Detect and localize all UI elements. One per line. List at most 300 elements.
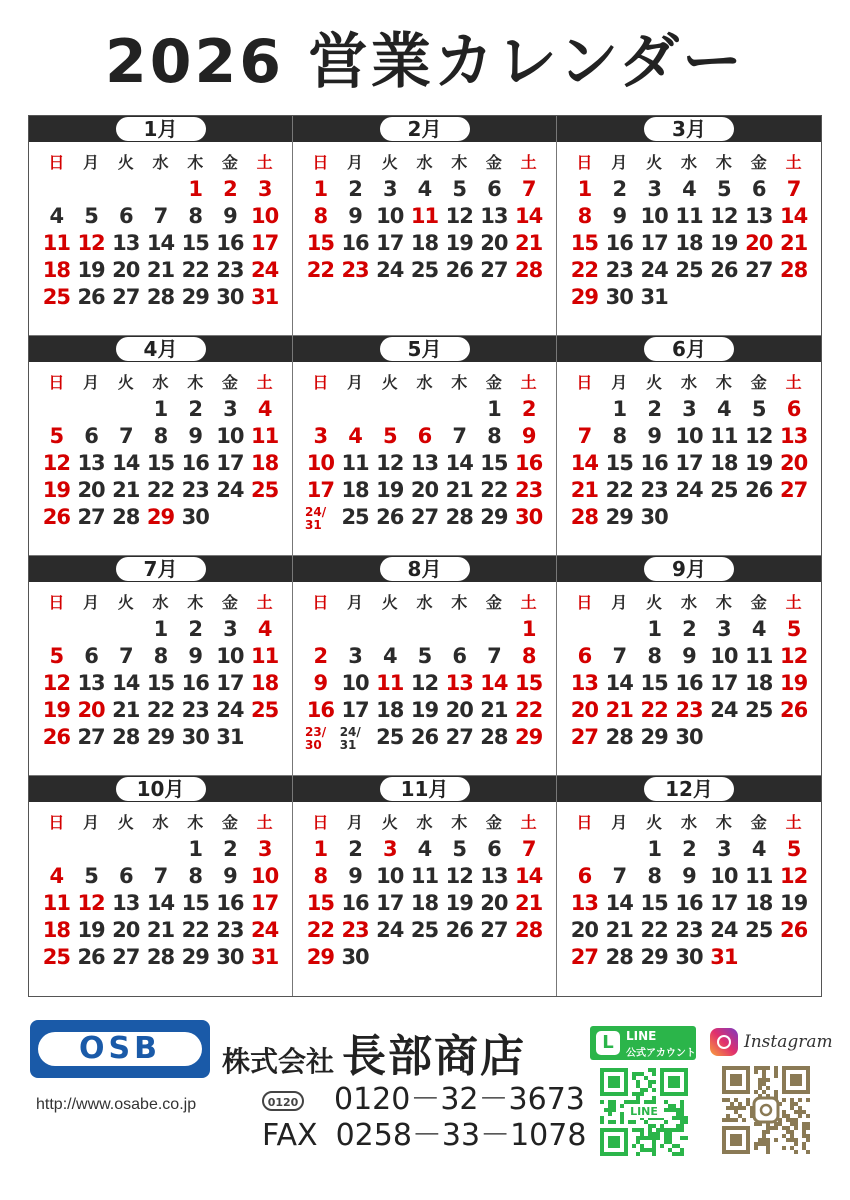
day-cell: 6	[577, 864, 592, 888]
day-cell: 23	[341, 258, 369, 282]
day-cell: 28	[605, 725, 633, 749]
month-block	[557, 776, 821, 996]
day-grid	[293, 802, 556, 971]
day-cell: 10	[376, 864, 404, 888]
day-cell: 5	[417, 644, 432, 668]
day-cell: 17	[306, 478, 334, 502]
day-cell: 31	[251, 945, 279, 969]
day-cell: 19	[42, 478, 70, 502]
osb-logo-text: OSB	[38, 1032, 202, 1066]
weekday-label: 日	[576, 153, 593, 172]
merged-day-cell	[338, 724, 373, 753]
day-cell: 27	[112, 285, 140, 309]
day-cell: 11	[410, 864, 439, 888]
day-cell: 25	[251, 698, 279, 722]
empty-day	[74, 836, 109, 863]
empty-day	[108, 396, 143, 423]
day-cell: 13	[410, 451, 439, 475]
day-cell: 20	[779, 451, 808, 475]
day-cell: 19	[745, 451, 773, 475]
day-cell: 21	[112, 478, 140, 502]
empty-day	[303, 396, 338, 423]
month-label: 10月	[116, 777, 206, 801]
empty-day	[39, 616, 74, 643]
day-cell: 9	[188, 644, 203, 668]
day-cell: 9	[682, 864, 696, 888]
day-cell: 29	[480, 505, 508, 529]
day-cell: 12	[710, 204, 738, 228]
day-cell: 9	[348, 864, 362, 888]
day-cell: 2	[521, 397, 536, 421]
day-cell: 29	[570, 285, 599, 309]
day-cell: 21	[146, 258, 175, 282]
month-label: 8月	[380, 557, 470, 581]
empty-day	[372, 396, 407, 423]
day-grid	[557, 802, 821, 971]
day-cell: 8	[647, 864, 661, 888]
day-cell: 26	[710, 258, 738, 282]
day-cell: 18	[341, 478, 369, 502]
day-cell: 1	[521, 617, 536, 641]
day-cell: 6	[487, 177, 501, 201]
day-grid	[293, 142, 556, 284]
weekday-label: 日	[48, 373, 65, 392]
month-block	[29, 776, 293, 996]
month-block	[29, 116, 293, 336]
weekday-label: 日	[576, 593, 593, 612]
weekday-label: 木	[715, 153, 732, 172]
empty-day	[303, 616, 338, 643]
day-cell: 16	[216, 231, 244, 255]
day-cell: 22	[306, 258, 334, 282]
weekday-label: 火	[381, 153, 398, 172]
osb-logo	[30, 1020, 210, 1078]
month-header	[557, 556, 821, 582]
day-cell: 29	[181, 285, 209, 309]
day-cell: 11	[710, 424, 738, 448]
weekday-label: 火	[381, 593, 398, 612]
day-cell: 9	[682, 644, 696, 668]
day-cell: 1	[153, 397, 168, 421]
weekday-label: 土	[785, 593, 802, 612]
day-cell: 8	[313, 864, 328, 888]
day-cell: 11	[745, 864, 773, 888]
day-cell: 23	[181, 478, 209, 502]
day-cell: 6	[84, 644, 98, 668]
weekday-label: 水	[152, 373, 169, 392]
day-cell: 21	[146, 918, 175, 942]
weekday-label: 土	[256, 373, 273, 392]
day-cell: 19	[445, 231, 473, 255]
weekday-label: 月	[83, 373, 100, 392]
day-cell: 17	[251, 891, 279, 915]
weekday-label: 水	[680, 593, 697, 612]
month-header	[293, 776, 556, 802]
day-cell: 28	[515, 918, 543, 942]
day-cell: 28	[605, 945, 633, 969]
weekday-label: 木	[451, 153, 468, 172]
weekday-label: 木	[715, 593, 732, 612]
day-cell: 6	[118, 864, 133, 888]
day-cell: 15	[640, 891, 668, 915]
weekday-label: 金	[750, 373, 767, 392]
day-cell: 7	[118, 424, 133, 448]
weekday-label: 月	[347, 153, 364, 172]
weekday-label: 金	[750, 813, 767, 832]
day-cell: 17	[251, 231, 279, 255]
day-cell: 26	[410, 725, 439, 749]
day-cell: 21	[445, 478, 473, 502]
day-cell: 5	[49, 644, 64, 668]
day-cell: 15	[146, 671, 175, 695]
weekday-label: 火	[646, 373, 663, 392]
day-cell: 2	[348, 177, 362, 201]
day-cell: 9	[223, 204, 237, 228]
day-cell: 25	[42, 945, 70, 969]
day-cell: 14	[146, 231, 175, 255]
day-cell: 20	[112, 258, 140, 282]
day-cell: 3	[682, 397, 696, 421]
day-cell: 28	[146, 945, 175, 969]
day-cell: 10	[640, 204, 668, 228]
empty-day	[372, 616, 407, 643]
day-cell: 20	[112, 918, 140, 942]
empty-day	[567, 396, 602, 423]
day-cell: 1	[313, 837, 328, 861]
day-cell: 10	[216, 644, 244, 668]
day-cell: 3	[257, 837, 272, 861]
day-cell: 22	[306, 918, 334, 942]
line-qr-code-icon[interactable]	[600, 1068, 688, 1156]
day-cell: 11	[42, 891, 70, 915]
day-cell: 11	[251, 644, 279, 668]
day-cell: 1	[313, 177, 328, 201]
day-cell: 12	[410, 671, 439, 695]
day-grid	[557, 142, 821, 311]
day-cell: 10	[306, 451, 334, 475]
weekday-label: 月	[611, 373, 628, 392]
month-block	[293, 776, 557, 996]
day-cell: 6	[487, 837, 501, 861]
day-cell: 8	[612, 424, 627, 448]
day-cell: 14	[779, 204, 808, 228]
day-cell: 2	[348, 837, 362, 861]
day-cell: 9	[348, 204, 362, 228]
day-cell: 2	[682, 837, 696, 861]
day-cell: 30	[181, 505, 209, 529]
day-cell: 5	[84, 204, 98, 228]
day-cell: 10	[251, 204, 279, 228]
day-cell: 10	[710, 644, 738, 668]
day-cell: 18	[251, 671, 279, 695]
day-cell: 4	[49, 864, 64, 888]
day-cell: 3	[223, 397, 237, 421]
day-cell: 19	[42, 698, 70, 722]
weekday-label: 金	[485, 593, 502, 612]
day-cell: 20	[445, 698, 473, 722]
day-cell: 27	[445, 725, 473, 749]
empty-day	[74, 396, 109, 423]
day-cell: 7	[487, 644, 501, 668]
day-cell: 5	[49, 424, 64, 448]
day-cell: 19	[77, 918, 105, 942]
empty-day	[338, 396, 373, 423]
day-cell: 30	[515, 505, 543, 529]
day-cell: 7	[153, 204, 168, 228]
day-cell: 23	[640, 478, 668, 502]
day-cell: 27	[779, 478, 808, 502]
day-cell: 14	[515, 864, 543, 888]
weekday-label: 火	[117, 373, 134, 392]
instagram-qr-code-icon[interactable]	[722, 1066, 810, 1154]
day-cell: 8	[487, 424, 501, 448]
fax-row	[262, 1118, 586, 1154]
day-cell: 3	[223, 617, 237, 641]
merged-day-cell	[303, 724, 338, 753]
month-block	[557, 336, 821, 556]
empty-day	[39, 176, 74, 203]
day-grid	[557, 582, 821, 751]
empty-day	[442, 616, 477, 643]
day-cell: 4	[257, 617, 272, 641]
weekday-label: 木	[451, 373, 468, 392]
day-cell: 5	[84, 864, 98, 888]
day-cell: 13	[570, 891, 599, 915]
day-cell: 6	[751, 177, 766, 201]
day-cell: 6	[786, 397, 801, 421]
day-cell: 2	[682, 617, 696, 641]
weekday-label: 木	[715, 373, 732, 392]
day-cell: 1	[188, 837, 203, 861]
weekday-label: 木	[187, 373, 204, 392]
page-title: 2026 営業カレンダー	[105, 27, 745, 97]
day-cell: 12	[445, 864, 473, 888]
weekday-label: 金	[750, 593, 767, 612]
weekday-label: 木	[715, 813, 732, 832]
day-cell: 30	[605, 285, 633, 309]
weekday-label: 水	[152, 813, 169, 832]
day-cell: 20	[77, 478, 105, 502]
weekday-label: 月	[347, 813, 364, 832]
day-cell: 29	[146, 725, 175, 749]
weekday-label: 火	[646, 153, 663, 172]
day-cell: 18	[675, 231, 703, 255]
day-cell: 7	[521, 837, 536, 861]
month-header	[293, 556, 556, 582]
day-cell: 26	[779, 918, 808, 942]
day-cell: 28	[515, 258, 543, 282]
day-cell: 8	[577, 204, 592, 228]
line-official-badge[interactable]	[590, 1026, 696, 1060]
day-cell: 1	[647, 837, 661, 861]
day-cell: 1	[153, 617, 168, 641]
month-header	[293, 116, 556, 142]
day-cell: 26	[77, 285, 105, 309]
day-cell: 13	[445, 671, 473, 695]
weekday-label: 日	[312, 593, 329, 612]
day-cell: 16	[515, 451, 543, 475]
day-cell: 9	[223, 864, 237, 888]
day-cell: 5	[751, 397, 766, 421]
empty-day	[602, 616, 637, 643]
day-cell: 22	[640, 698, 668, 722]
merged-day-bottom: 30	[305, 738, 322, 752]
day-cell: 14	[605, 671, 633, 695]
weekday-label: 月	[611, 813, 628, 832]
day-cell: 23	[181, 698, 209, 722]
weekday-label: 火	[646, 593, 663, 612]
day-cell: 20	[570, 698, 599, 722]
day-cell: 28	[445, 505, 473, 529]
day-cell: 15	[640, 671, 668, 695]
day-cell: 23	[216, 918, 244, 942]
day-cell: 14	[112, 671, 140, 695]
day-cell: 17	[675, 451, 703, 475]
day-cell: 4	[417, 837, 432, 861]
day-cell: 21	[112, 698, 140, 722]
day-cell: 25	[675, 258, 703, 282]
day-cell: 10	[341, 671, 369, 695]
weekday-label: 火	[646, 813, 663, 832]
day-cell: 19	[445, 891, 473, 915]
day-cell: 13	[77, 451, 105, 475]
day-cell: 2	[188, 617, 203, 641]
day-cell: 26	[77, 945, 105, 969]
day-cell: 6	[84, 424, 98, 448]
day-cell: 21	[515, 891, 543, 915]
day-cell: 24	[376, 918, 404, 942]
day-cell: 11	[42, 231, 70, 255]
day-cell: 23	[216, 258, 244, 282]
company-name	[222, 1020, 526, 1084]
fax-label: FAX	[262, 1118, 318, 1153]
day-cell: 29	[181, 945, 209, 969]
month-label: 9月	[644, 557, 734, 581]
day-cell: 23	[341, 918, 369, 942]
day-cell: 22	[605, 478, 633, 502]
month-label: 1月	[116, 117, 206, 141]
merged-day-top: 24/	[339, 725, 361, 739]
day-cell: 13	[480, 864, 508, 888]
day-cell: 25	[745, 918, 773, 942]
weekday-label: 土	[256, 593, 273, 612]
weekday-label: 月	[83, 153, 100, 172]
line-badge-sub: 公式アカウント	[626, 1048, 696, 1059]
weekday-label: 月	[83, 813, 100, 832]
day-cell: 16	[341, 231, 369, 255]
day-cell: 16	[216, 891, 244, 915]
day-cell: 12	[779, 644, 808, 668]
day-cell: 14	[445, 451, 473, 475]
day-cell: 9	[188, 424, 203, 448]
day-cell: 30	[675, 945, 703, 969]
day-cell: 28	[779, 258, 808, 282]
day-cell: 14	[515, 204, 543, 228]
day-cell: 22	[515, 698, 543, 722]
day-cell: 2	[612, 177, 627, 201]
weekday-label: 水	[680, 813, 697, 832]
day-cell: 24	[216, 478, 244, 502]
weekday-label: 木	[451, 593, 468, 612]
day-cell: 21	[480, 698, 508, 722]
day-cell: 5	[452, 177, 467, 201]
day-cell: 1	[612, 397, 627, 421]
weekday-label: 火	[117, 593, 134, 612]
day-cell: 31	[251, 285, 279, 309]
weekday-label: 月	[611, 593, 628, 612]
phone-number[interactable]: 0120－32－3673	[334, 1082, 585, 1117]
company-main-name: 長部商店	[342, 1031, 527, 1082]
weekday-label: 金	[221, 593, 238, 612]
day-cell: 17	[341, 698, 369, 722]
weekday-label: 火	[117, 813, 134, 832]
merged-day-cell	[303, 504, 338, 533]
day-cell: 7	[786, 177, 801, 201]
month-label: 12月	[644, 777, 734, 801]
day-cell: 9	[612, 204, 627, 228]
day-cell: 26	[779, 698, 808, 722]
empty-day	[74, 176, 109, 203]
day-cell: 14	[570, 451, 599, 475]
weekday-label: 月	[347, 593, 364, 612]
day-cell: 13	[112, 231, 140, 255]
day-cell: 2	[223, 177, 237, 201]
day-cell: 16	[605, 231, 633, 255]
weekday-label: 月	[611, 153, 628, 172]
day-cell: 24	[216, 698, 244, 722]
day-cell: 29	[146, 505, 175, 529]
day-cell: 12	[42, 451, 70, 475]
month-header	[293, 336, 556, 362]
instagram-icon	[710, 1028, 738, 1056]
weekday-label: 土	[520, 373, 537, 392]
day-cell: 7	[118, 644, 133, 668]
empty-day	[108, 616, 143, 643]
day-cell: 16	[181, 451, 209, 475]
month-label: 2月	[380, 117, 470, 141]
empty-day	[143, 836, 178, 863]
weekday-label: 水	[416, 373, 433, 392]
day-cell: 9	[647, 424, 661, 448]
day-cell: 18	[410, 891, 439, 915]
instagram-label-row[interactable]	[710, 1028, 833, 1056]
day-cell: 15	[480, 451, 508, 475]
day-cell: 6	[118, 204, 133, 228]
merged-day-bottom: 31	[339, 738, 357, 752]
day-cell: 12	[445, 204, 473, 228]
day-cell: 10	[216, 424, 244, 448]
day-cell: 28	[480, 725, 508, 749]
day-cell: 21	[570, 478, 599, 502]
weekday-label: 金	[221, 153, 238, 172]
day-cell: 28	[146, 285, 175, 309]
day-cell: 8	[188, 864, 203, 888]
day-cell: 5	[786, 617, 801, 641]
weekday-label: 木	[187, 153, 204, 172]
day-cell: 18	[376, 698, 404, 722]
day-cell: 29	[605, 505, 633, 529]
day-cell: 11	[341, 451, 369, 475]
weekday-label: 土	[256, 813, 273, 832]
day-grid	[557, 362, 821, 531]
day-cell: 8	[313, 204, 328, 228]
website-url[interactable]: http://www.osabe.co.jp	[36, 1096, 197, 1113]
day-cell: 2	[223, 837, 237, 861]
day-cell: 7	[612, 644, 627, 668]
day-cell: 27	[112, 945, 140, 969]
day-cell: 4	[717, 397, 731, 421]
day-cell: 13	[480, 204, 508, 228]
